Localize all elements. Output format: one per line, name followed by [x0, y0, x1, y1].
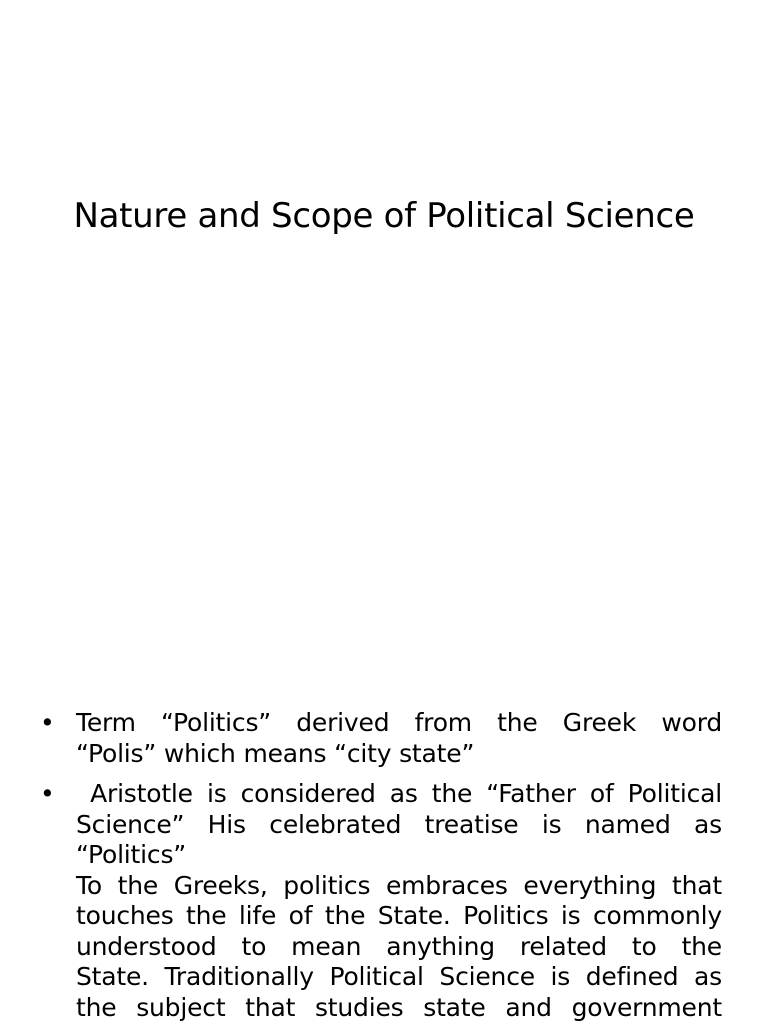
bullet-line: Science” His celebrated treatise is named as [76, 809, 722, 839]
bullet-line: Aristotle is considered as the “Father of Political [76, 779, 722, 808]
content-slide [40, 708, 722, 1023]
paragraph-line: the subject that studies state and government [76, 992, 722, 1022]
paragraph-line: touches the life of the State. Politics is commonly [76, 901, 722, 930]
bullet-line: “Politics” [76, 840, 187, 869]
paragraph-line: understood to mean anything related to the [76, 931, 722, 961]
bullet-marker: • [40, 708, 55, 737]
bullet-item [40, 779, 722, 871]
bullet-list [40, 708, 722, 871]
body-paragraph [40, 871, 722, 1024]
paragraph-line: State. Traditionally Political Science is defined as [76, 962, 722, 991]
paragraph-line: To the Greeks, politics embraces everything that [76, 870, 722, 900]
bullet-item [40, 708, 722, 769]
bullet-line: Term “Politics” derived from the Greek word [76, 708, 722, 737]
bullet-marker: • [40, 779, 55, 808]
slide-title: Nature and Scope of Political Science [73, 196, 695, 236]
bullet-line: “Polis” which means “city state” [76, 738, 475, 768]
